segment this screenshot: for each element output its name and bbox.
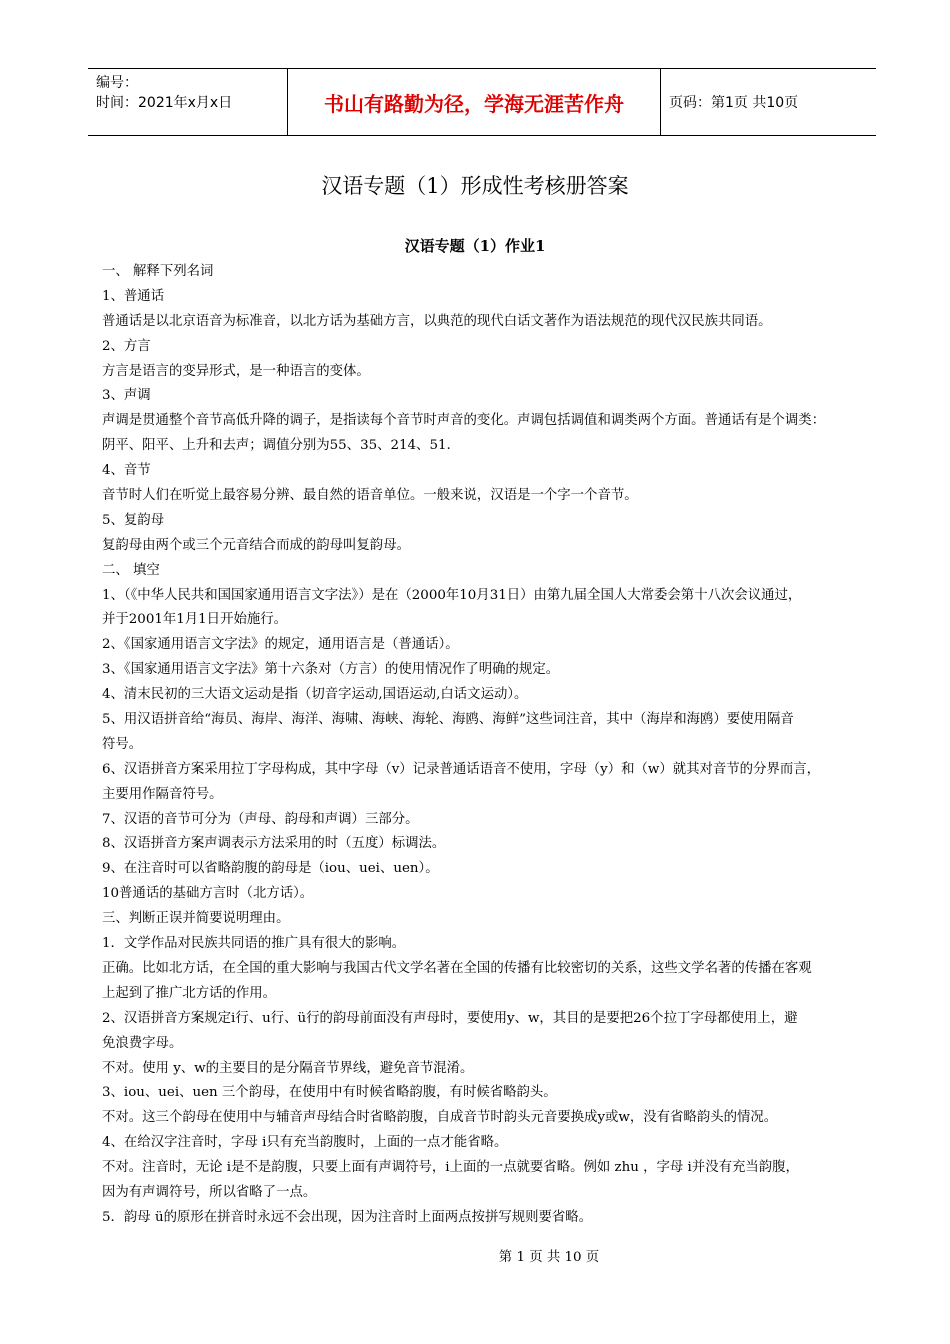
text-line: 4、在给汉字注音时，字母 i只有充当韵腹时，上面的一点才能省略。: [102, 1135, 508, 1151]
text-line: 免浪费字母。: [102, 1035, 183, 1051]
text-line: 二、 填空: [102, 562, 160, 578]
text-line: 不对。注音时，无论 i是不是韵腹，只要上面有声调符号，i上面的一点就要省略。例如 zhu ，字母 i并没有充当韵腹，: [102, 1160, 799, 1176]
text-line: 普通话是以北京语音为标准音，以北方话为基础方言，以典范的现代白话文著作为语法规范的现代汉民族共同语。: [102, 313, 772, 329]
text-line: 因为有声调符号，所以省略了一点。: [102, 1184, 317, 1200]
text-line: 一、 解释下列名词: [102, 264, 214, 279]
text-line: 符号。: [102, 736, 143, 752]
text-line: 三、判断正误并简要说明理由。: [102, 911, 290, 927]
text-line: 5、用汉语拼音给“海员、海岸、海洋、海啸、海峡、海轮、海鸥、海鲜”这些词注音，其中（海岸和海鸥）要使用隔音: [102, 712, 794, 728]
text-line: 方言是语言的变异形式，是一种语言的变体。: [102, 363, 370, 379]
time-label: 时间：2021年x月x日: [96, 95, 233, 111]
motto-text: 书山有路勤为径，学海无涯苦作舟: [324, 91, 624, 116]
text-line: 8、汉语拼音方案声调表示方法采用的时（五度）标调法。: [102, 836, 446, 852]
text-line: 2、《国家通用语言文字法》的规定，通用语言是（普通话）。: [102, 637, 459, 653]
text-line: 9、在注音时可以省略韵腹的韵母是（iou、uei、uen）。: [102, 861, 439, 877]
text-line: 并于2001年1月1日开始施行。: [102, 612, 288, 628]
text-line: 不对。这三个韵母在使用中与辅音声母结合时省略韵腹，自成音节时韵头元音要换成y或w，没有省略韵头的情况。: [102, 1110, 778, 1126]
header-page-cell: [661, 69, 876, 135]
text-line: 3、声调: [102, 388, 151, 404]
text-line: 复韵母由两个或三个元音结合而成的韵母叫复韵母。: [102, 537, 410, 553]
text-line: 阴平、阳平、上升和去声；调值分别为55、35、214、51.: [102, 438, 451, 454]
text-line: 4、清末民初的三大语文运动是指（切音字运动,国语运动,白话文运动）。: [102, 687, 528, 703]
serial-label: 编号：: [96, 75, 138, 91]
text-line: 音节时人们在听觉上最容易分辨、最自然的语音单位。一般来说，汉语是一个字一个音节。: [102, 488, 638, 504]
text-line: 4、音节: [102, 463, 151, 479]
page-info: 页码：第1页 共10页: [669, 95, 799, 111]
text-line: 3、《国家通用语言文字法》第十六条对（方言）的使用情况作了明确的规定。: [102, 662, 560, 678]
text-line: 声调是贯通整个音节高低升降的调子，是指读每个音节时声音的变化。声调包括调值和调类两个方面。普通话有是个调类：: [102, 413, 826, 429]
text-line: 2、汉语拼音方案规定i行、u行、ü行的韵母前面没有声母时，要使用y、w，其目的是要把26个拉丁字母都使用上，避: [102, 1010, 798, 1026]
text-line: 1、（《中华人民共和国国家通用语言文字法》）是在（2000年10月31日）由第九届全国人大常委会第十八次会议通过，: [102, 587, 802, 603]
text-line: 1．文学作品对民族共同语的推广具有很大的影响。: [102, 936, 406, 952]
text-line: 不对。使用 y、w的主要目的是分隔音节界线，避免音节混淆。: [102, 1060, 474, 1076]
text-line: 1、普通话: [102, 288, 165, 304]
text-line: 3、iou、uei、uen 三个韵母，在使用中有时候省略韵腹，有时候省略韵头。: [102, 1085, 557, 1101]
page-footer: [0, 1246, 950, 1265]
header-table: [88, 68, 876, 136]
text-line: 5、复韵母: [102, 512, 165, 528]
text-line: 6、汉语拼音方案采用拉丁字母构成，其中字母（v）记录普通话语音不使用，字母（y）和（w）就其对音节的分界而言，: [102, 761, 821, 777]
header-left-cell: [88, 69, 288, 135]
document-body: [102, 260, 872, 1231]
document-title: 汉语专题（1）形成性考核册答案: [321, 174, 629, 198]
text-line: 上起到了推广北方话的作用。: [102, 985, 277, 1001]
text-line: 主要用作隔音符号。: [102, 786, 223, 802]
footer-page-number: 第 1 页 共 10 页: [498, 1250, 600, 1265]
text-line: 5．韵母 ü的原形在拼音时永远不会出现，因为注音时上面两点按拼写规则要省略。: [102, 1209, 593, 1225]
text-line: 2、方言: [102, 338, 151, 354]
text-line: 7、汉语的音节可分为（声母、韵母和声调）三部分。: [102, 811, 419, 827]
text-line: 正确。比如北方话，在全国的重大影响与我国古代文学名著在全国的传播有比较密切的关系，这些文学名著的传播在客观: [102, 960, 812, 976]
text-line: 10普通话的基础方言时（北方话）。: [102, 886, 314, 902]
header-motto-cell: [288, 69, 661, 135]
section-title: 汉语专题（1）作业1: [404, 237, 546, 255]
